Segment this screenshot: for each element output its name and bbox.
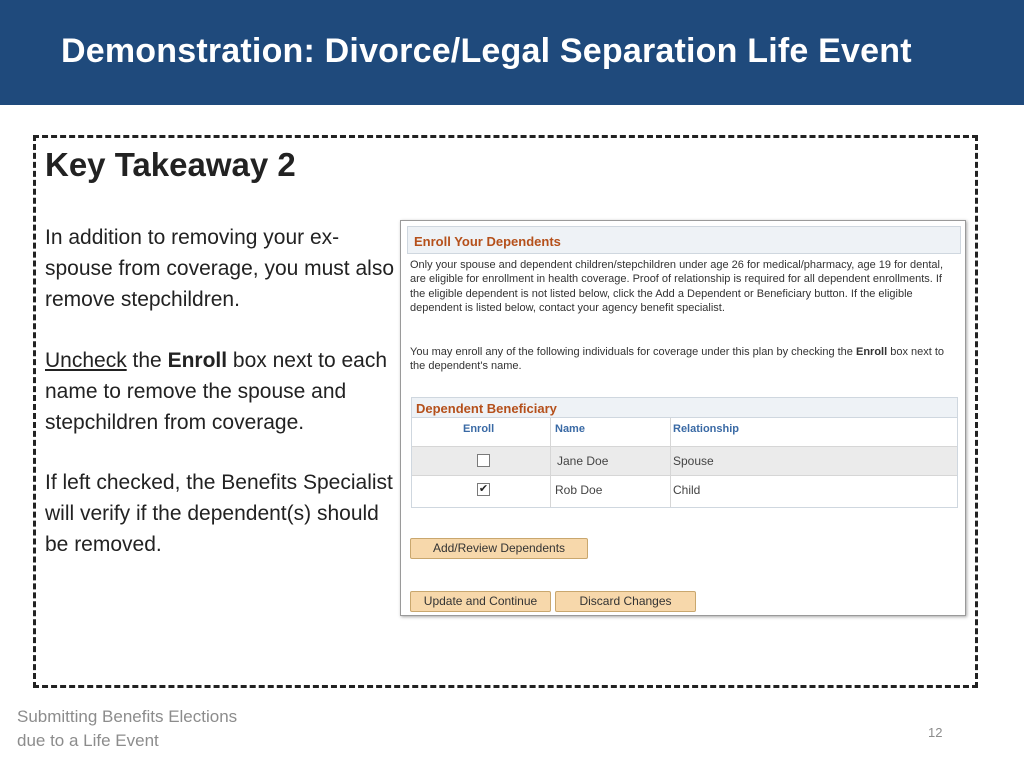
column-header-enroll: Enroll [463, 423, 495, 435]
instruction-enroll-bold: Enroll [855, 346, 888, 358]
row-divider [412, 446, 957, 447]
slide-header-bar [0, 0, 1024, 105]
table-row [412, 476, 957, 505]
enroll-instruction-text [410, 345, 950, 374]
enroll-dependents-header [407, 226, 961, 254]
enroll-word: Enroll [167, 349, 228, 372]
dependent-beneficiary-header [411, 397, 958, 418]
column-divider [670, 418, 671, 507]
page-number: 12 [928, 725, 943, 740]
dependent-beneficiary-title: Dependent Beneficiary [416, 401, 557, 416]
discard-changes-button[interactable]: Discard Changes [555, 591, 696, 612]
update-and-continue-button[interactable]: Update and Continue [410, 591, 551, 612]
column-divider [550, 418, 551, 507]
paragraph2-rest: box next to each name to remove the spouse and stepchildren from coverage. [45, 349, 388, 434]
add-review-dependents-button[interactable]: Add/Review Dependents [410, 538, 588, 559]
uncheck-word: Uncheck [45, 349, 127, 372]
enroll-dependents-screenshot [400, 220, 966, 616]
paragraph2-the: the [126, 349, 168, 372]
dependent-name: Rob Doe [555, 483, 603, 497]
column-header-name: Name [555, 423, 585, 435]
enroll-dependents-title: Enroll Your Dependents [414, 234, 561, 249]
key-takeaway-heading: Key Takeaway 2 [45, 146, 296, 183]
dependent-grid [411, 417, 958, 508]
table-row [412, 447, 957, 476]
slide-title: Demonstration: Divorce/Legal Separation Life Event [61, 32, 912, 70]
dependent-name: Jane Doe [557, 454, 609, 468]
footer-caption [17, 705, 237, 753]
footer-line-1: Submitting Benefits Elections [17, 707, 238, 726]
enroll-checkbox-jane-doe[interactable] [477, 454, 490, 467]
paragraph-remove-stepchildren: In addition to removing your ex-spouse from coverage, you must also remove stepchildren. [45, 226, 395, 311]
paragraph-benefits-specialist: If left checked, the Benefits Specialist will verify if the dependent(s) should be removed. [45, 471, 393, 556]
eligibility-info-text: Only your spouse and dependent children/stepchildren under age 26 for medical/pharmacy, age 19 for dental, are eligible for enrollment in health coverage. Proof of relationship is required for all dependent enrollments. If the eligible dependent is not listed below, click the Add a Dependent or Beneficiary button. If the eligible dependent is listed below, contact your agency benefit specialist. [410, 259, 944, 314]
column-header-relationship: Relationship [673, 423, 740, 435]
instruction-suffix: box next to the dependent's name. [410, 346, 945, 373]
dependent-relationship: Spouse [673, 454, 714, 468]
footer-line-2: due to a Life Event [17, 731, 159, 750]
enroll-checkbox-rob-doe[interactable]: ✔ [478, 483, 489, 495]
dependent-relationship: Child [673, 483, 701, 497]
instruction-prefix: You may enroll any of the following individuals for coverage under this plan by checking the [410, 346, 856, 358]
paragraph-uncheck-enroll [45, 345, 405, 438]
row-divider [412, 475, 957, 476]
